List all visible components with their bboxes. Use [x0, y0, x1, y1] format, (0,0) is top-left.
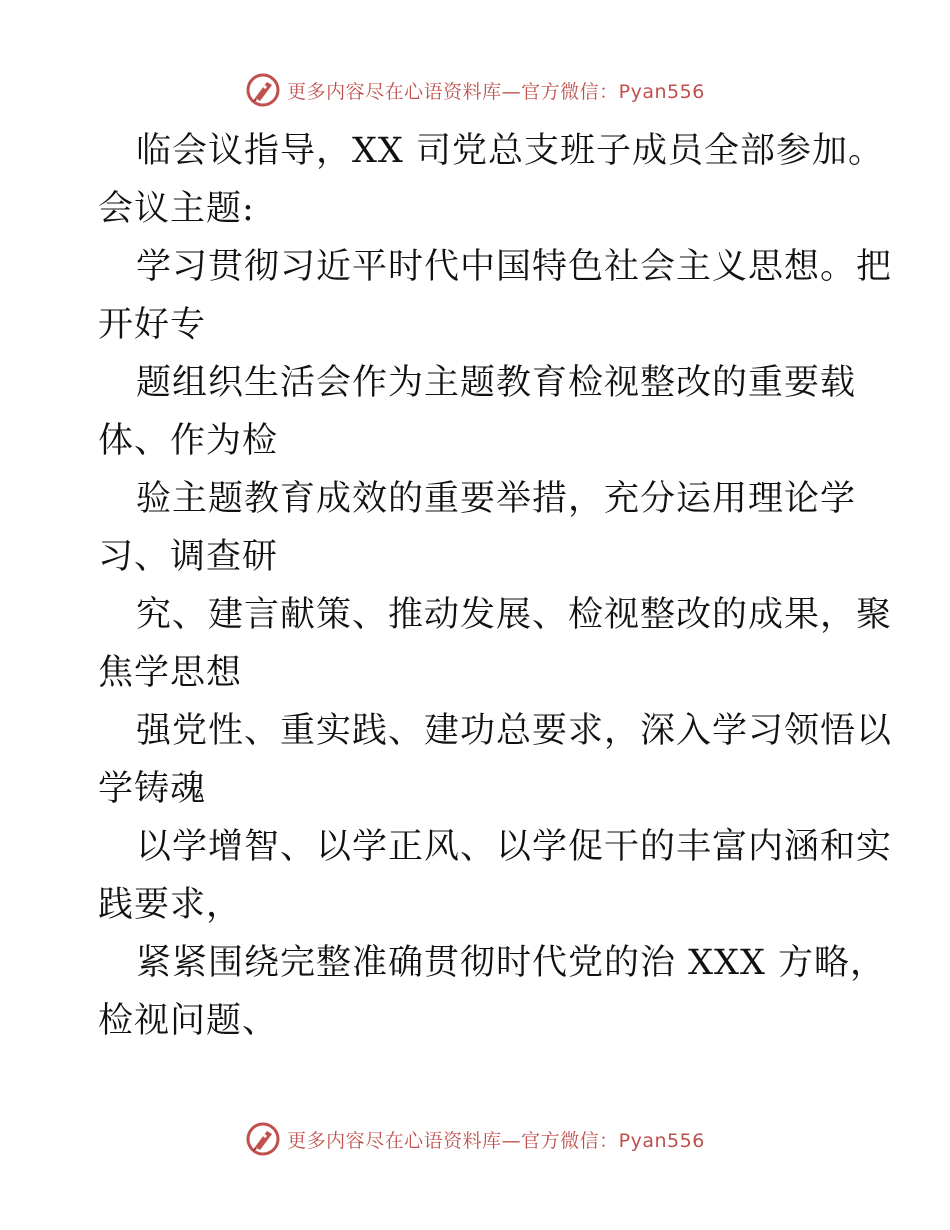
- body-line: 验主题教育成效的重要举措，充分运用理论学: [136, 479, 857, 519]
- body-line: 强党性、重实践、建功总要求，深入学习领悟以: [136, 711, 893, 751]
- body-line: 习、调查研: [98, 537, 279, 577]
- body-line: 开好专: [98, 305, 207, 345]
- body-line: 体、作为检: [98, 421, 279, 461]
- body-line: 检视问题、: [98, 1001, 279, 1041]
- header-banner-text: 更多内容尽在心语资料库—官方微信：Pyan556: [287, 80, 705, 103]
- body-line: 紧紧围绕完整准确贯彻时代党的治 XXX 方略，: [136, 943, 887, 983]
- body-line: 践要求，: [98, 885, 243, 925]
- body-line: 题组织生活会作为主题教育检视整改的重要载: [136, 363, 857, 403]
- footer-banner: [0, 1117, 950, 1161]
- header-banner: [0, 68, 950, 112]
- body-line: 学铸魂: [98, 769, 207, 809]
- body-line: 以学增智、以学正风、以学促干的丰富内涵和实: [136, 827, 893, 867]
- pen-nib-logo-icon: [245, 1121, 281, 1157]
- body-line: 临会议指导，XX 司党总支班子成员全部参加。: [136, 131, 884, 171]
- footer-banner-text: 更多内容尽在心语资料库—官方微信：Pyan556: [287, 1129, 705, 1152]
- pen-nib-logo-icon: [245, 72, 281, 108]
- body-line: 究、建言献策、推动发展、检视整改的成果，聚: [136, 595, 893, 635]
- body-line: 学习贯彻习近平时代中国特色社会主义思想。把: [136, 247, 893, 287]
- body-line: 会议主题:: [98, 189, 255, 229]
- body-line: 焦学思想: [98, 653, 243, 693]
- document-body: [98, 122, 893, 1050]
